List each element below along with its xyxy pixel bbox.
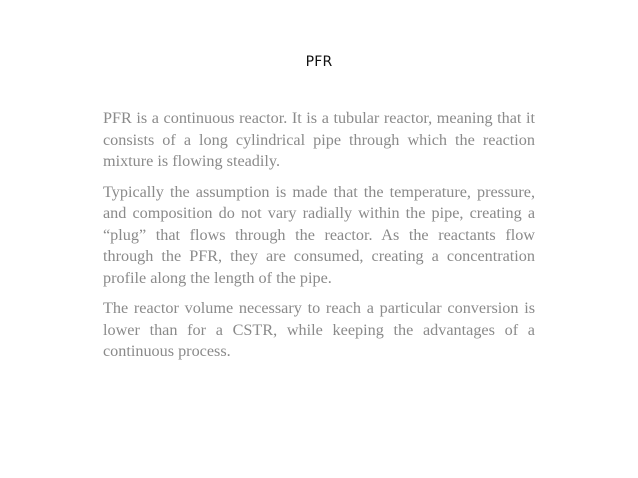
slide-title: PFR	[305, 54, 333, 70]
slide-body	[103, 108, 535, 372]
paragraph-assumption: Typically the assumption is made that the temperature, pressure, and composition do not vary radially within the pipe, creating a “plug” that flows through the reactor. As the reactants flow through the PFR, they are consumed, creating a concentration profile along the length of the pipe.	[103, 182, 535, 287]
paragraph-definition: PFR is a continuous reactor. It is a tubular reactor, meaning that it consists of a long cylindrical pipe through which the reaction mixture is flowing steadily.	[103, 109, 535, 170]
paragraph-volume: The reactor volume necessary to reach a particular conversion is lower than for a CSTR, while keeping the advantages of a continuous process.	[103, 299, 535, 360]
